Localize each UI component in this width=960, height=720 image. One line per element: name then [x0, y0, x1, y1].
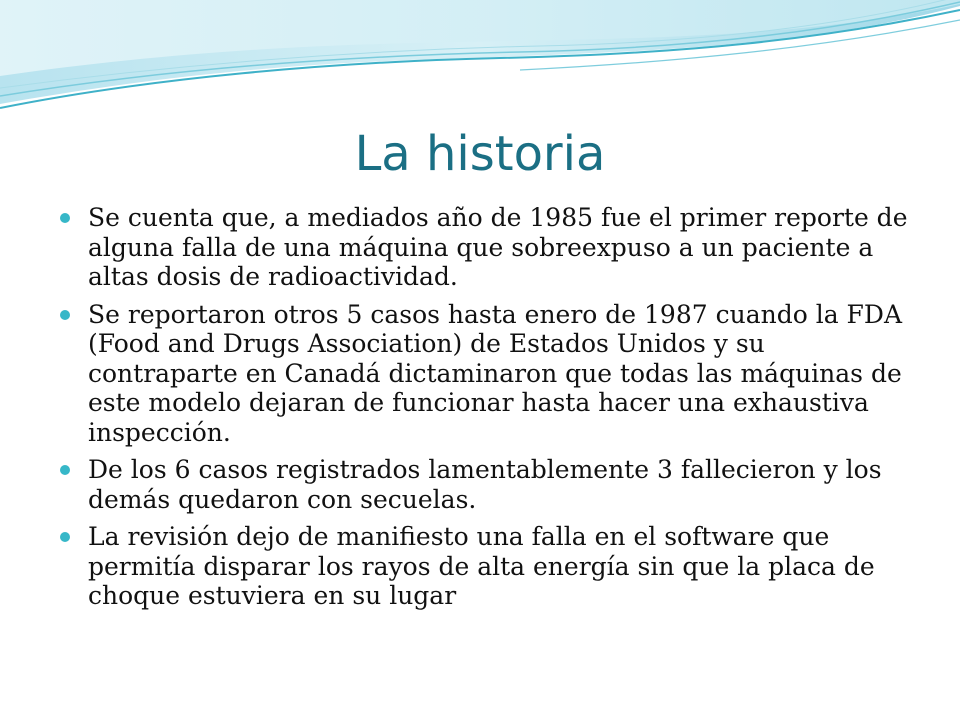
bullet-text: La revisión dejo de manifiesto una falla en el software que permitía disparar los rayos de alta energía sin que la placa de choque estuviera en su lugar [88, 522, 875, 610]
list-item [58, 455, 908, 514]
bullet-list [58, 203, 908, 619]
bullet-dot-icon [60, 213, 70, 223]
slide-title: La historia [354, 126, 606, 182]
list-item [58, 300, 908, 448]
list-item [58, 203, 908, 292]
bullet-text: Se cuenta que, a mediados año de 1985 fue el primer reporte de alguna falla de una máquina que sobreexpuso a un paciente a altas dosis de radioactividad. [88, 203, 908, 291]
wave-header-decoration [0, 0, 960, 120]
bullet-dot-icon [60, 465, 70, 475]
list-item [58, 522, 908, 611]
bullet-text: Se reportaron otros 5 casos hasta enero de 1987 cuando la FDA (Food and Drugs Association) de Estados Unidos y su contraparte en Canadá dictaminaron que todas las máquinas de este modelo dejaran de funcionar hasta hacer una exhaustiva inspección. [88, 299, 903, 447]
bullet-dot-icon [60, 310, 70, 320]
bullet-dot-icon [60, 532, 70, 542]
bullet-text: De los 6 casos registrados lamentablemente 3 fallecieron y los demás quedaron con secuelas. [88, 455, 882, 514]
